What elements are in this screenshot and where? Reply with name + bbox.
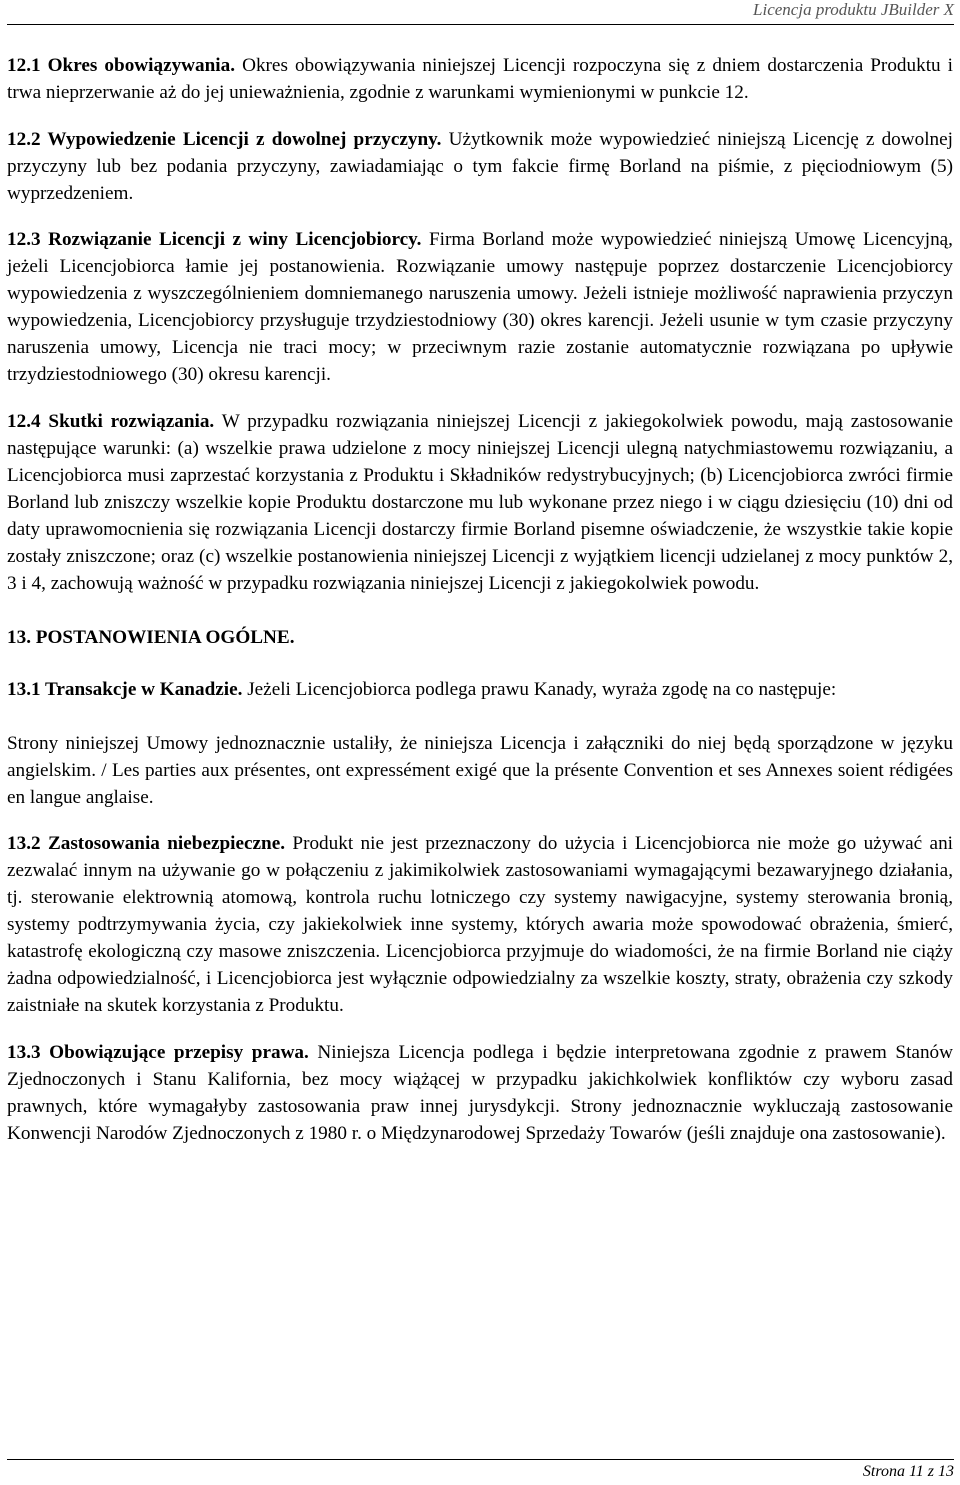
section-text: Produkt nie jest przeznaczony do użycia i Licencjobiorca nie może go używać ani zezwalać innym na używanie go w połączeniu z jakimikolwiek zastosowaniami wymagającymi bezawaryjnego działania, tj. sterowanie elektrownią atomową, kontrola ruchu lotniczego czy systemy nawigacyjne, systemy sterowania bronią, systemy podtrzymywania życia, czy jakiekolwiek inne systemy, których awaria może spowodować obrażenia, śmierć, katastrofę ekologiczną czy masowe zniszczenia. Licencjobiorca przyjmuje do wiadomości, że na firmie Borland nie ciąży żadna odpowiedzialność, i Licencjobiorca jest wyłącznie odpowiedzialny za wszelkie koszty, straty, obrażenia czy szkody zaistniałe na skutek korzystania z Produktu.	[7, 833, 953, 1016]
section-13-3	[7, 1039, 953, 1147]
footer-rule	[7, 1459, 954, 1460]
section-text: Firma Borland może wypowiedzieć niniejszą Umowę Licencyjną, jeżeli Licencjobiorca łamie jej postanowienia. Rozwiązanie umowy następuje poprzez dostarczenie Licencjobiorcy wypowiedzenia z wyszczególnieniem domniemanego naruszenia umowy. Jeżeli istnieje możliwość naprawienia przyczyn wypowiedzenia, Licencjobiorcy przysługuje trzydziestodniowy (30) okres karencji. Jeżeli usunie w tym czasie przyczyny naruszenia umowy, Licencja nie traci mocy; w przeciwnym razie zostanie automatycznie rozwiązana po upływie trzydziestodniowego (30) okresu karencji.	[7, 229, 953, 385]
section-13-1-paragraph: Strony niniejszej Umowy jednoznacznie ustaliły, że niniejsza Licencja i załączniki do niej będą sporządzone w języku angielskim. / Les parties aux présentes, ont expressément exigé que la présente Convention et ses Annexes soient rédigées en langue anglaise.	[7, 732, 953, 808]
section-text: W przypadku rozwiązania niniejszej Licencji z jakiegokolwiek powodu, mają zastosowanie następujące warunki: (a) wszelkie prawa udzielone z mocy niniejszej Licencji ulegną natychmiastowemu rozwiązaniu, a Licencjobiorca musi zaprzestać korzystania z Produktu i Składników redystrybucyjnych; (b) Licencjobiorca zwróci firmie Borland lub zniszczy wszelkie kopie Produktu dostarczone mu lub wykonane przez niego i w ciągu dziesięciu (10) dni od daty uprawomocnienia się rozwiązania Licencji dostarczy firmie Borland pisemne oświadczenie, że wszystkie takie kopie zostały zniszczone; oraz (c) wszelkie postanowienia niniejszej Licencji z wyjątkiem licencji udzielanej z mocy punktów 2, 3 i 4, zachowują ważność w przypadku rozwiązania niniejszej Licencji z jakiegokolwiek powodu.	[7, 410, 954, 594]
section-heading: 12.1 Okres obowiązywania.	[7, 55, 236, 76]
section-text: Niniejsza Licencja podlega i będzie interpretowana zgodnie z prawem Stanów Zjednoczonych i Stanu Kalifornia, bez mocy wiążącej w przypadku jakichkolwiek konfliktów czy wyboru zasad prawnych, które wymagałyby zastosowania praw innej jurysdykcji. Strony jednoznacznie wykluczają zastosowanie Konwencji Narodów Zjednoczonych z 1980 r. o Międzynarodowej Sprzedaży Towarów (jeśli znajduje ona zastosowanie).	[7, 1041, 953, 1144]
section-heading: 12.4 Skutki rozwiązania.	[7, 410, 215, 432]
section-text: Jeżeli Licencjobiorca podlega prawu Kanady, wyraża zgodę na co następuje:	[242, 678, 837, 700]
section-12-1	[7, 52, 953, 106]
header-rule	[7, 24, 954, 25]
section-12-3	[7, 226, 953, 388]
section-heading: 12.2 Wypowiedzenie Licencji z dowolnej przyczyny.	[7, 128, 442, 150]
section-12-4	[7, 408, 953, 597]
section-13-1	[7, 676, 953, 703]
section-heading: 12.3 Rozwiązanie Licencji z winy Licencjobiorcy.	[7, 229, 422, 250]
page-number: Strona 11 z 13	[862, 1463, 954, 1480]
section-text: Użytkownik może wypowiedzieć niniejszą Licencję z dowolnej przyczyny lub bez podania przyczyny, zawiadamiając o tym fakcie firmę Borland na piśmie, z pięciodniowym (5) wyprzedzeniem.	[7, 128, 953, 204]
section-heading: 13.2 Zastosowania niebezpieczne.	[7, 833, 286, 854]
section-heading: 13.3 Obowiązujące przepisy prawa.	[7, 1041, 309, 1063]
running-header: Licencja produktu JBuilder X	[753, 0, 954, 19]
section-heading: 13.1 Transakcje w Kanadzie.	[7, 678, 243, 700]
document-body	[7, 52, 953, 1166]
section-13-2	[7, 830, 953, 1019]
section-12-2	[7, 126, 953, 207]
section-13-title: 13. POSTANOWIENIA OGÓLNE.	[7, 626, 295, 648]
section-text: Okres obowiązywania niniejszej Licencji rozpoczyna się z dniem dostarczenia Produktu i trwa nieprzerwanie aż do jej unieważnienia, zgodnie z warunkami wymienionymi w punkcie 12.	[7, 55, 954, 103]
